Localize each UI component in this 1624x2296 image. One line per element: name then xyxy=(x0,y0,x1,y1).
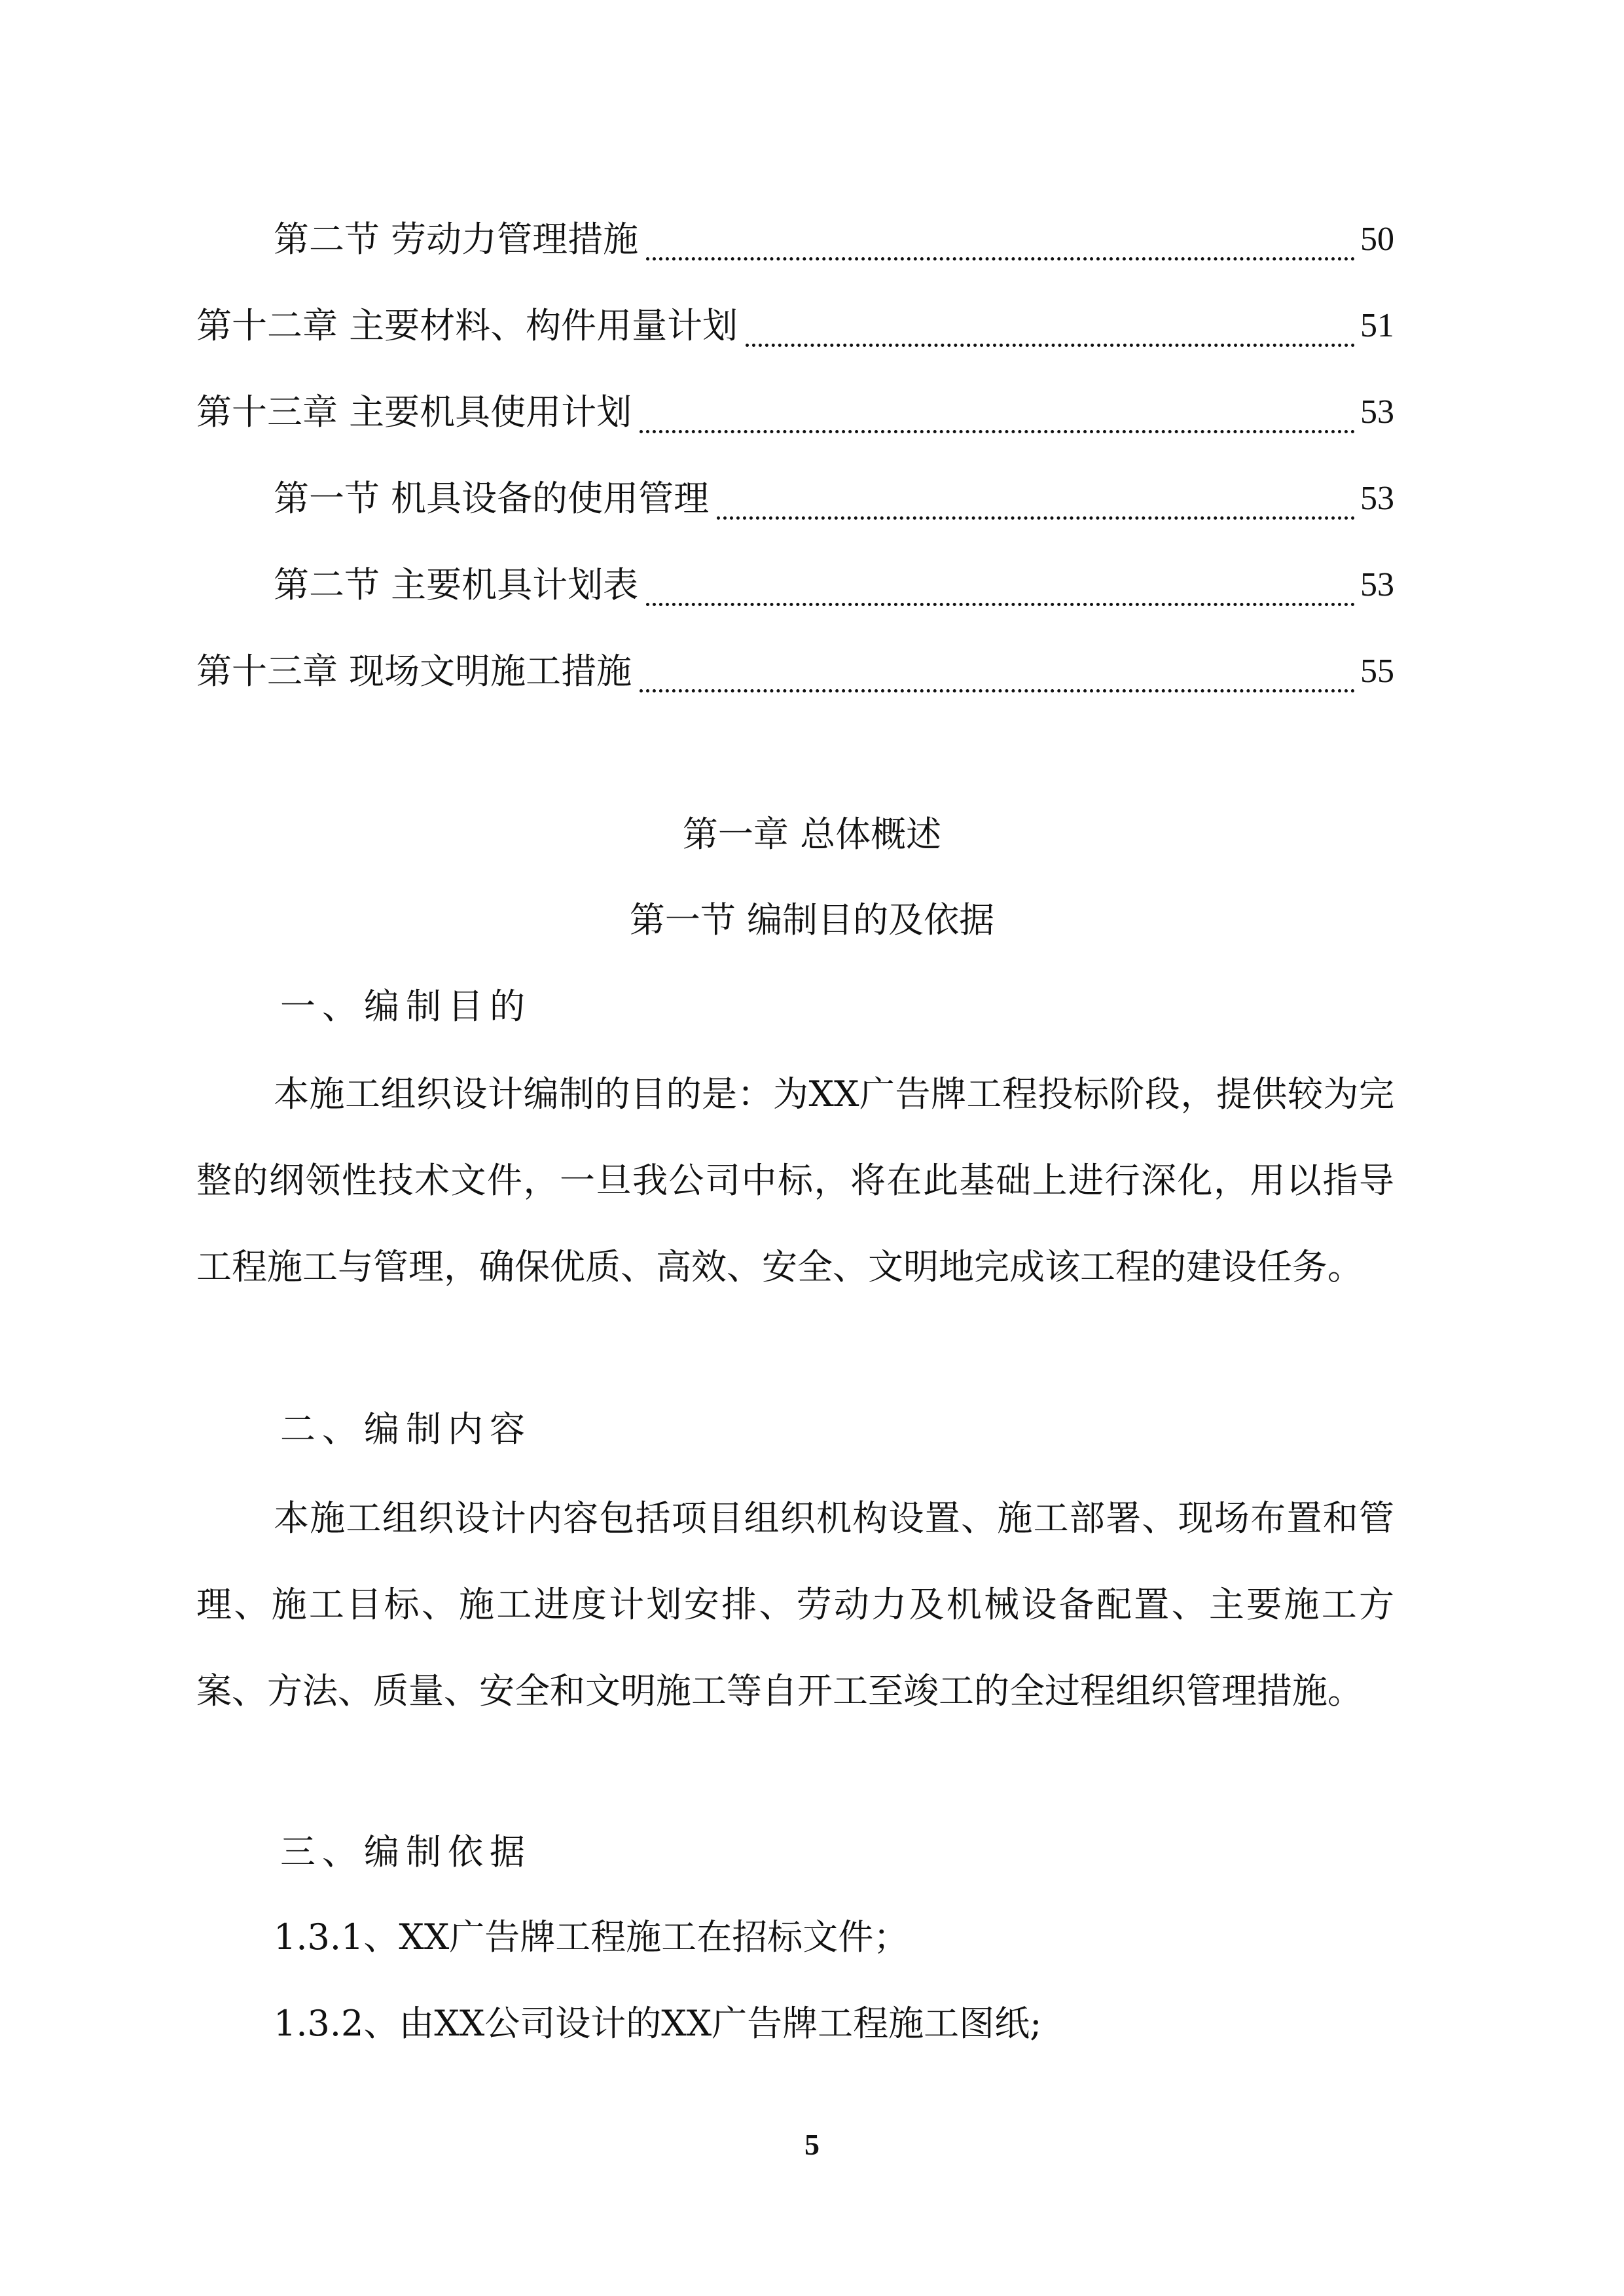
toc-entry-page: 53 xyxy=(1360,393,1394,431)
toc-entry-title: 第一节 机具设备的使用管理 xyxy=(274,478,710,519)
toc-entry-title: 第二节 劳动力管理措施 xyxy=(274,219,639,260)
page-number: 5 xyxy=(804,2128,820,2161)
chapter-title: 第一章 总体概述 xyxy=(682,814,942,855)
section-title: 第一节 编制目的及依据 xyxy=(629,899,995,941)
toc-entry-title: 第十二章 主要材料、构件用量计划 xyxy=(196,305,738,346)
toc-leader-dots xyxy=(640,391,1355,433)
toc-entry[interactable] xyxy=(196,369,1394,456)
content-paragraph: 本施工组织设计内容包括项目组织机构设置、施工部署、现场布置和管理、施工目标、施工进度计划安排、劳动力及机械设备配置、主要施工方案、方法、质量、安全和文明施工等自开工至竣工的全过程组织管理措施。 xyxy=(196,1498,1394,1712)
content-heading: 二、编制内容 xyxy=(280,1408,532,1450)
toc-entry[interactable] xyxy=(196,628,1394,715)
toc-entry-page: 53 xyxy=(1360,480,1394,517)
toc-entry-page: 50 xyxy=(1360,221,1394,258)
basis-item: 1.3.1、XX广告牌工程施工在招标文件； xyxy=(274,1916,909,1958)
toc-leader-dots xyxy=(640,650,1355,692)
table-of-contents xyxy=(196,196,1394,715)
purpose-paragraph: 本施工组织设计编制的目的是：为XX广告牌工程投标阶段，提供较为完整的纲领性技术文件，一旦我公司中标，将在此基础上进行深化，用以指导工程施工与管理，确保优质、高效、安全、文明地完成该工程的建设任务。 xyxy=(196,1073,1394,1287)
basis-item: 1.3.2、由XX公司设计的XX广告牌工程施工图纸; xyxy=(274,2003,1042,2044)
toc-leader-dots xyxy=(646,564,1355,606)
toc-leader-dots xyxy=(646,218,1355,260)
purpose-heading: 一、编制目的 xyxy=(280,986,532,1027)
basis-heading: 三、编制依据 xyxy=(280,1831,532,1873)
toc-entry[interactable] xyxy=(196,542,1394,628)
toc-entry[interactable] xyxy=(196,456,1394,542)
toc-entry-page: 55 xyxy=(1360,653,1394,690)
toc-entry-title: 第二节 主要机具计划表 xyxy=(274,564,639,605)
toc-entry-page: 51 xyxy=(1360,307,1394,344)
toc-entry[interactable] xyxy=(196,283,1394,369)
toc-entry[interactable] xyxy=(196,196,1394,283)
toc-leader-dots xyxy=(746,304,1355,347)
toc-leader-dots xyxy=(717,477,1355,520)
toc-entry-title: 第十三章 现场文明施工措施 xyxy=(196,651,632,692)
toc-entry-title: 第十三章 主要机具使用计划 xyxy=(196,391,632,433)
toc-entry-page: 53 xyxy=(1360,566,1394,603)
